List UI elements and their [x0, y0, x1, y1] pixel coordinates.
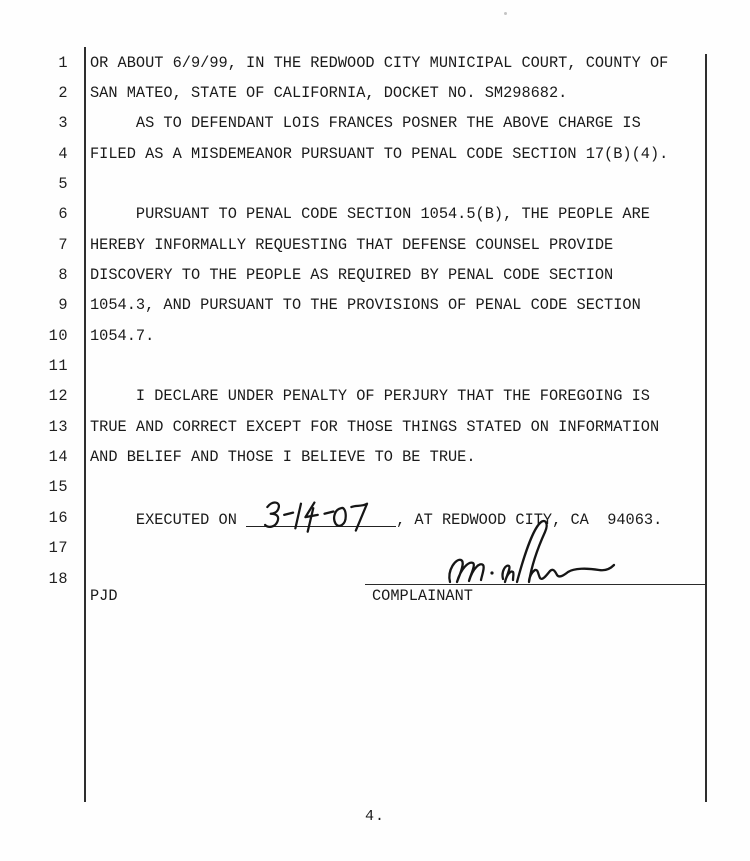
doc-line [0, 290, 750, 320]
line-number: 8 [58, 266, 68, 285]
line-number: 5 [58, 175, 68, 194]
pleading-body [0, 48, 750, 594]
line-number: 13 [48, 417, 68, 436]
line-text: 1054.3, AND PURSUANT TO THE PROVISIONS OF PENAL CODE SECTION [90, 296, 641, 315]
scan-artifact-speck [504, 12, 507, 15]
line-number: 14 [48, 448, 68, 467]
line-text: DISCOVERY TO THE PEOPLE AS REQUIRED BY PENAL CODE SECTION [90, 266, 614, 285]
doc-line [0, 230, 750, 260]
doc-line [0, 351, 750, 381]
doc-line [0, 78, 750, 108]
line-number: 15 [48, 478, 68, 497]
line-text: AS TO DEFENDANT LOIS FRANCES POSNER THE ABOVE CHARGE IS [90, 114, 641, 133]
line-number: 6 [58, 205, 68, 224]
line-number: 1 [58, 53, 68, 72]
date-blank-underline [246, 509, 396, 527]
line-text: I DECLARE UNDER PENALTY OF PERJURY THAT THE FOREGOING IS [90, 387, 650, 406]
doc-line [0, 442, 750, 472]
doc-line [0, 169, 750, 199]
line-number: 2 [58, 84, 68, 103]
doc-line [0, 533, 750, 563]
doc-line-executed-on [0, 503, 750, 533]
line-text: 1054.7. [90, 326, 155, 345]
doc-line [0, 108, 750, 138]
line-text: PURSUANT TO PENAL CODE SECTION 1054.5(B), THE PEOPLE ARE [90, 205, 650, 224]
line-text: FILED AS A MISDEMEANOR PURSUANT TO PENAL CODE SECTION 17(B)(4). [90, 144, 669, 163]
line-text: AND BELIEF AND THOSE I BELIEVE TO BE TRUE. [90, 448, 476, 467]
line-text: OR ABOUT 6/9/99, IN THE REDWOOD CITY MUNICIPAL COURT, COUNTY OF [90, 53, 669, 72]
page-number: 4. [364, 808, 385, 825]
executed-on-prefix: EXECUTED ON [90, 511, 247, 530]
executed-on-suffix: , AT REDWOOD CITY, CA 94063. [396, 511, 663, 530]
line-number: 18 [48, 569, 68, 588]
line-number: 9 [58, 296, 68, 315]
doc-line [0, 321, 750, 351]
line-text: HEREBY INFORMALLY REQUESTING THAT DEFENSE COUNSEL PROVIDE [90, 235, 614, 254]
line-text: SAN MATEO, STATE OF CALIFORNIA, DOCKET NO. SM298682. [90, 84, 568, 103]
line-number: 12 [48, 387, 68, 406]
line-text: TRUE AND CORRECT EXCEPT FOR THOSE THINGS STATED ON INFORMATION [90, 417, 660, 436]
doc-line [0, 139, 750, 169]
line-number: 10 [48, 326, 68, 345]
line-number: 11 [48, 357, 68, 376]
preparer-initials: PJD [90, 587, 118, 605]
doc-line [0, 381, 750, 411]
line-number: 16 [48, 508, 68, 527]
handwritten-date [264, 499, 376, 533]
doc-line [0, 472, 750, 502]
line-number: 4 [58, 144, 68, 163]
line-number: 7 [58, 235, 68, 254]
line-number: 3 [58, 114, 68, 133]
handwritten-signature [446, 519, 618, 589]
doc-line [0, 48, 750, 78]
doc-line [0, 260, 750, 290]
complainant-label: COMPLAINANT [372, 587, 473, 605]
line-number: 17 [48, 539, 68, 558]
doc-line [0, 412, 750, 442]
doc-line [0, 199, 750, 229]
